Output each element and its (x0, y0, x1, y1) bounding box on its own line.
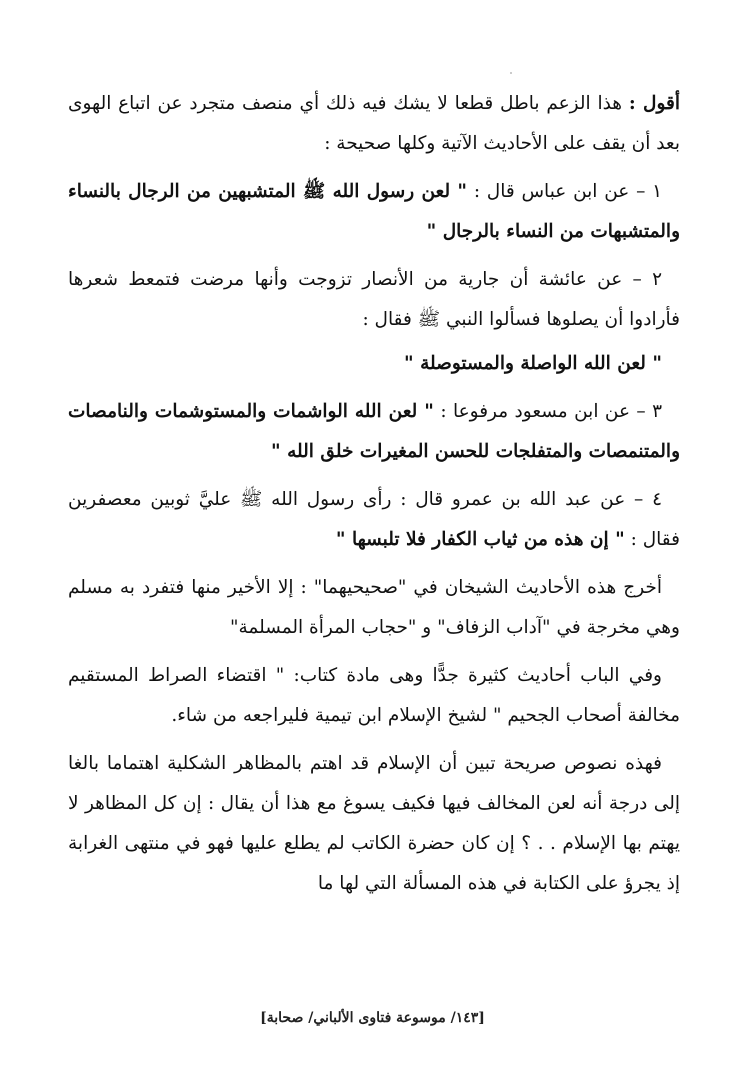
takhrij-paragraph (68, 568, 680, 648)
hadith-1 (68, 172, 680, 252)
hadith-1-quote: " لعن رسول الله ﷺ المتشبهين من الرجال بالنساء والمتشبهات من النساء بالرجال " (68, 181, 680, 242)
hadith-4-lead: ٤ – عن عبد الله بن عمرو قال : رأى رسول الله ﷺ عليَّ ثوبين معصفرين فقال : (68, 489, 680, 550)
opening-paragraph (68, 84, 680, 164)
opening-lead: أقول : (628, 93, 680, 114)
hadith-3 (68, 392, 680, 472)
final-paragraph (68, 744, 680, 904)
final-text: فهذه نصوص صريحة تبين أن الإسلام قد اهتم بالمظاهر الشكلية اهتماما بالغا إلى درجة أنه لعن المخالف فيها فكيف يسوغ مع هذا أن يقال : إن كل المظاهر لا يهتم بها الإسلام . . ؟ إن كان حضرة الكاتب لم يطلع عليها فهو في منتهى الغرابة إذ يجرؤ على الكتابة في هذه المسألة التي لها ما (68, 753, 680, 894)
hadith-3-lead: ٣ – عن ابن مسعود مرفوعا : (433, 401, 663, 422)
hadith-1-lead: ١ – عن ابن عباس قال : (467, 181, 663, 202)
opening-text: هذا الزعم باطل قطعا لا يشك فيه ذلك أي منصف متجرد عن اتباع الهوى بعد أن يقف على الأحاديث الآتية وكلها صحيحة : (68, 93, 680, 154)
hadith-2-quote-line (68, 344, 680, 384)
takhrij-text: أخرج هذه الأحاديث الشيخان في "صحيحيهما" : إلا الأخير منها فتفرد به مسلم وهي مخرجة في "آداب الزفاف" و "حجاب المرأة المسلمة" (68, 577, 680, 638)
hadith-2-quote: " لعن الله الواصلة والمستوصلة " (404, 353, 662, 374)
hadith-2-text: ٢ – عن عائشة أن جارية من الأنصار تزوجت وأنها مرضت فتمعط شعرها فأرادوا أن يصلوها فسألوا النبي ﷺ فقال : (68, 269, 680, 330)
bab-paragraph (68, 656, 680, 736)
hadith-4-quote: " إن هذه من ثياب الكفار فلا تلبسها " (335, 529, 625, 550)
page-body (68, 84, 680, 912)
hadith-2 (68, 260, 680, 340)
bab-text: وفي الباب أحاديث كثيرة جدًّا وهى مادة كتاب: " اقتضاء الصراط المستقيم مخالفة أصحاب الجحيم " لشيخ الإسلام ابن تيمية فليراجعه من شاء. (68, 665, 680, 726)
hadith-4 (68, 480, 680, 560)
hadith-3-quote: " لعن الله الواشمات والمستوشمات والنامصات والمتنمصات والمتفلجات للحسن المغيرات خلق الله " (68, 401, 680, 462)
scan-speck (510, 72, 512, 74)
page-footer: [١٤٣/ موسوعة فتاوى الألباني/ صحابة] (260, 1010, 485, 1026)
